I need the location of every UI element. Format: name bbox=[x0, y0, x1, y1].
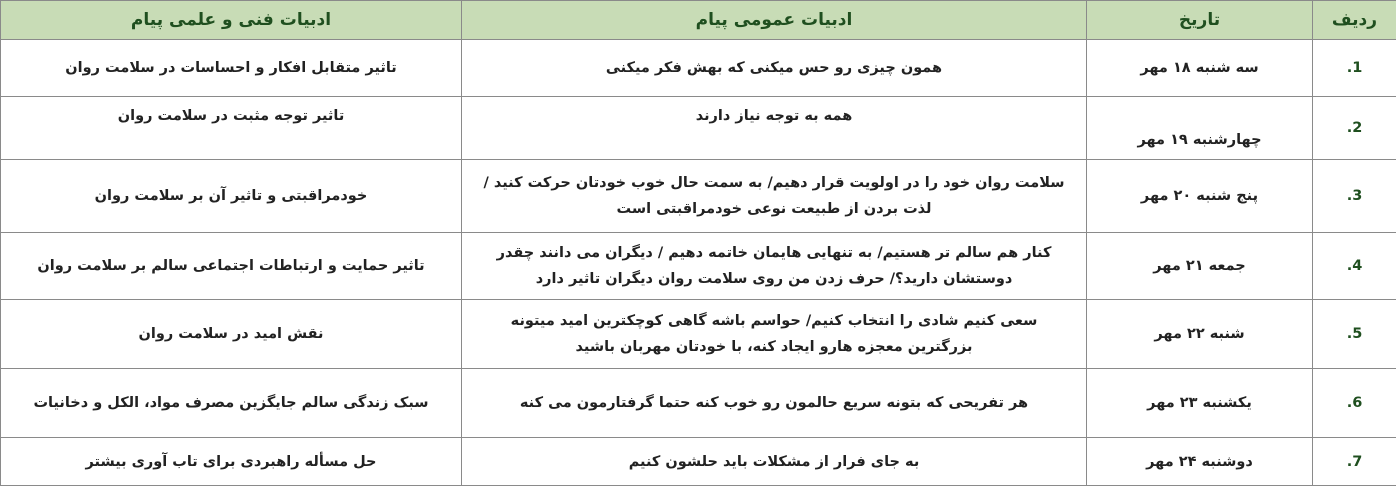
technical-message-cell: سبک زندگی سالم جایگزین مصرف مواد، الکل و دخانیات bbox=[1, 369, 462, 438]
general-message-cell: سلامت روان خود را در اولویت قرار دهیم/ به سمت حال خوب خودتان حرکت کنید /لذت بردن از طبیعت نوعی خودمراقبتی است bbox=[462, 160, 1087, 233]
date-cell: شنبه ۲۲ مهر bbox=[1087, 300, 1313, 369]
row-number-cell bbox=[1313, 233, 1396, 300]
technical-message-cell: تاثیر حمایت و ارتباطات اجتماعی سالم بر سلامت روان bbox=[1, 233, 462, 300]
row-number-cell bbox=[1313, 160, 1396, 233]
general-message-cell: سعی کنیم شادی را انتخاب کنیم/ حواسم باشه گاهی کوچکترین امید میتونه بزرگترین معجزه هارو ایجاد کنه، با خودتان مهربان باشید bbox=[462, 300, 1087, 369]
header-row bbox=[1, 1, 1396, 40]
technical-message-cell: تاثیر توجه مثبت در سلامت روان bbox=[1, 97, 462, 160]
row-number: .4 bbox=[1347, 258, 1363, 274]
row-number: .3 bbox=[1347, 188, 1363, 204]
technical-message-cell: نقش امید در سلامت روان bbox=[1, 300, 462, 369]
date-cell: دوشنبه ۲۴ مهر bbox=[1087, 438, 1313, 486]
header-general-message: ادبیات عمومی پیام bbox=[462, 1, 1087, 40]
technical-message-cell: خودمراقبتی و تاثیر آن بر سلامت روان bbox=[1, 160, 462, 233]
row-number: .1 bbox=[1347, 60, 1363, 76]
date-cell: چهارشنبه ۱۹ مهر bbox=[1087, 97, 1313, 160]
date-cell: جمعه ۲۱ مهر bbox=[1087, 233, 1313, 300]
table-row bbox=[1, 97, 1396, 160]
date-cell: سه شنبه ۱۸ مهر bbox=[1087, 40, 1313, 97]
technical-message-cell: تاثیر متقابل افکار و احساسات در سلامت روان bbox=[1, 40, 462, 97]
row-number-cell bbox=[1313, 40, 1396, 97]
general-message-cell: به جای فرار از مشکلات باید حلشون کنیم bbox=[462, 438, 1087, 486]
table-row bbox=[1, 160, 1396, 233]
general-message-cell: هر تفریحی که بتونه سریع حالمون رو خوب کنه حتما گرفتارمون می کنه bbox=[462, 369, 1087, 438]
row-number-cell bbox=[1313, 97, 1396, 160]
general-message-cell: همه به توجه نیاز دارند bbox=[462, 97, 1087, 160]
row-number-cell bbox=[1313, 369, 1396, 438]
row-number: .2 bbox=[1347, 120, 1363, 136]
date-cell: یکشنبه ۲۳ مهر bbox=[1087, 369, 1313, 438]
table-row bbox=[1, 438, 1396, 486]
row-number-cell bbox=[1313, 300, 1396, 369]
table-row bbox=[1, 300, 1396, 369]
general-message-cell: همون چیزی رو حس میکنی که بهش فکر میکنی bbox=[462, 40, 1087, 97]
table-row bbox=[1, 233, 1396, 300]
date-cell: پنج شنبه ۲۰ مهر bbox=[1087, 160, 1313, 233]
technical-message-cell: حل مسأله راهبردی برای تاب آوری بیشتر bbox=[1, 438, 462, 486]
row-number: .6 bbox=[1347, 395, 1363, 411]
row-number: .7 bbox=[1347, 454, 1363, 470]
general-message-cell: کنار هم سالم تر هستیم/ به تنهایی هایمان خاتمه دهیم / دیگران می دانند چقدر دوستشان دارید؟/ حرف زدن من روی سلامت روان دیگران تاثیر دارد bbox=[462, 233, 1087, 300]
table-row bbox=[1, 40, 1396, 97]
header-row-number: ردیف bbox=[1313, 1, 1396, 40]
header-technical-message: ادبیات فنی و علمی پیام bbox=[1, 1, 462, 40]
row-number-cell bbox=[1313, 438, 1396, 486]
row-number: .5 bbox=[1347, 326, 1363, 342]
table-row bbox=[1, 369, 1396, 438]
header-date: تاریخ bbox=[1087, 1, 1313, 40]
